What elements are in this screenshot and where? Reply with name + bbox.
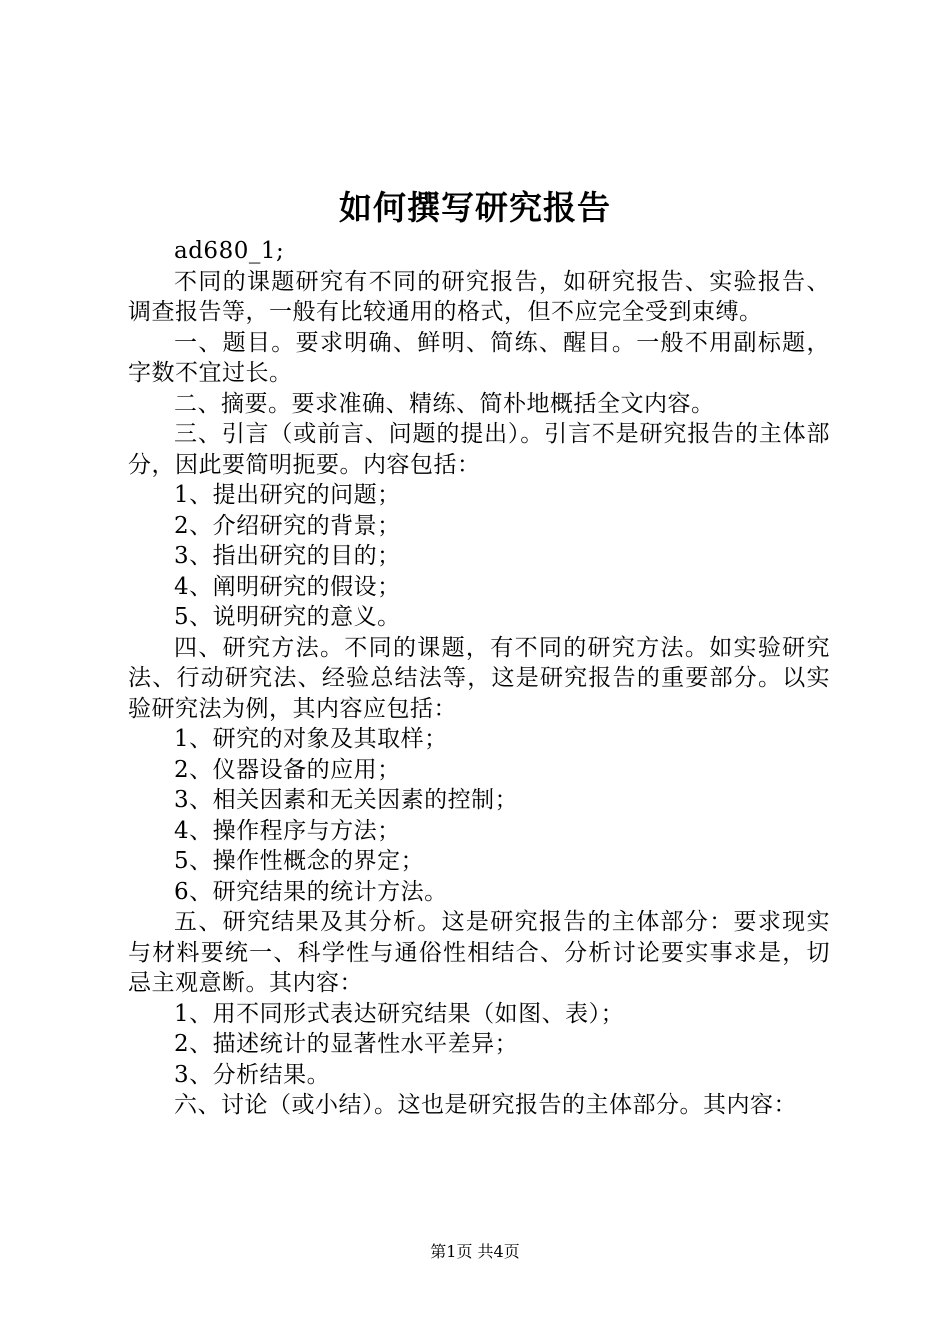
list-item: 2、介绍研究的背景；: [174, 512, 401, 539]
list-item: 1、提出研究的问题；: [174, 482, 401, 508]
page-footer: 第1页 共4页: [430, 1242, 520, 1261]
paragraph: 不同的课题研究有不同的研究报告，如研究报告、实验报告、调查报告等，一般有比较通用的格式，但不应完全受到束缚。: [128, 268, 830, 325]
paragraph: ad680_1;: [174, 238, 285, 264]
list-item: 1、研究的对象及其取样；: [174, 726, 448, 752]
list-item: 5、说明研究的意义。: [174, 604, 401, 630]
list-item: 5、操作性概念的界定；: [174, 848, 425, 874]
paragraph: 一、题目。要求明确、鲜明、简练、醒目。一般不用副标题，字数不宜过长。: [128, 329, 830, 386]
list-item: 4、操作程序与方法；: [174, 817, 401, 844]
paragraph: 六、讨论（或小结）。这也是研究报告的主体部分。其内容：: [174, 1092, 797, 1118]
document-body: [128, 236, 830, 1121]
paragraph: 四、研究方法。不同的课题，有不同的研究方法。如实验研究法、行动研究法、经验总结法等，这是研究报告的重要部分。以实验研究法为例，其内容应包括：: [128, 634, 830, 722]
list-item: 6、研究结果的统计方法。: [174, 878, 448, 905]
page-title: 如何撰写研究报告: [339, 188, 611, 227]
list-item: 3、相关因素和无关因素的控制；: [174, 787, 519, 813]
list-item: 2、仪器设备的应用；: [174, 756, 401, 783]
paragraph: 五、研究结果及其分析。这是研究报告的主体部分：要求现实与材料要统一、科学性与通俗性相结合、分析讨论要实事求是，切忌主观意断。其内容：: [128, 909, 830, 996]
list-item: 3、指出研究的目的；: [174, 543, 401, 569]
list-item: 3、分析结果。: [174, 1061, 331, 1088]
list-item: 2、描述统计的显著性水平差异；: [174, 1031, 519, 1057]
paragraph: 二、摘要。要求准确、精练、简朴地概括全文内容。: [174, 390, 715, 417]
paragraph: 三、引言（或前言、问题的提出）。引言不是研究报告的主体部分，因此要简明扼要。内容包括：: [128, 421, 830, 478]
list-item: 4、阐明研究的假设；: [174, 573, 401, 600]
list-item: 1、用不同形式表达研究结果（如图、表）；: [174, 1000, 625, 1027]
